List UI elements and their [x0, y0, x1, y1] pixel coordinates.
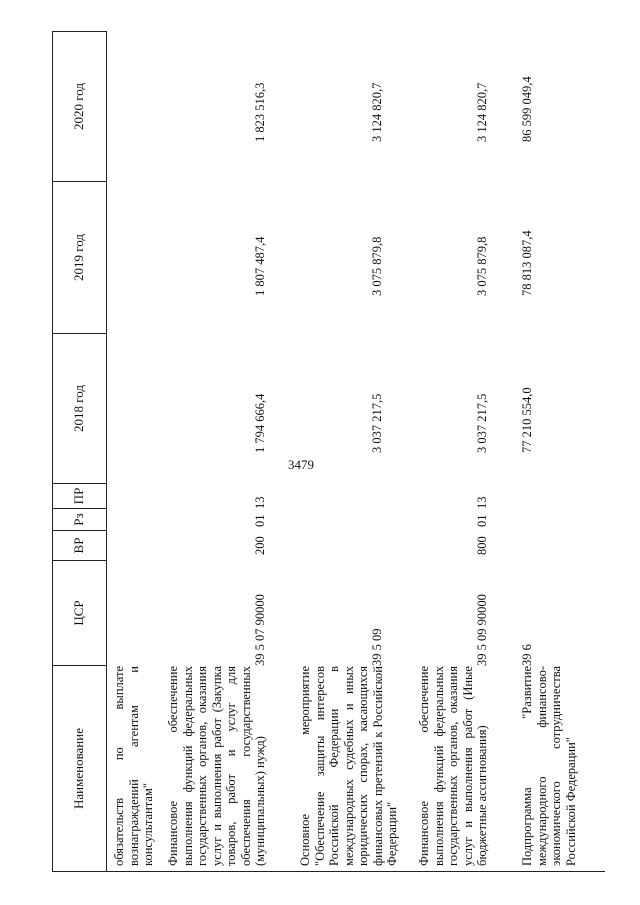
page-number: 3479 [288, 457, 314, 472]
row-value-2020: 3 124 820,7 [475, 82, 489, 142]
row-value-2019: 3 075 879,8 [475, 236, 489, 296]
header-csr: ЦСР [53, 560, 106, 665]
table-header [52, 31, 107, 872]
row-value-2018: 77 210 554,0 [520, 387, 534, 453]
header-vr: ВР [53, 530, 106, 560]
row-csr: 39 5 07 90000 [253, 594, 267, 666]
row-value-2018: 3 037 217,5 [475, 393, 489, 453]
row-rz: 01 [253, 514, 267, 527]
row-value-2019: 3 075 879,8 [370, 236, 384, 296]
table-left-border [107, 871, 605, 872]
header-pr: ПР [53, 483, 106, 508]
row-name: Подпрограмма "Развитие международного финансово-экономического сотрудничества Российской Федерации" [520, 666, 578, 866]
row-csr: 39 5 09 [370, 628, 384, 666]
row-vr: 800 [475, 536, 489, 555]
row-vr: 200 [253, 536, 267, 555]
row-name: Финансовое обеспечение выполнения функций федеральных государственных органов, оказания услуг и выполнения работ (Закупка товаров, работ и услуг для обеспечения государственных (муниципальных) нужд) [166, 666, 267, 866]
header-2018: 2018 год [53, 333, 106, 483]
row-value-2018: 3 037 217,5 [370, 393, 384, 453]
header-2020: 2020 год [71, 83, 87, 130]
header-rz: Рз [53, 508, 106, 530]
row-name: Финансовое обеспечение выполнения функций федеральных государственных органов, оказания услуг и выполнения работ (Иные бюджетные ассигнования) [417, 666, 489, 866]
row-rz: 01 [475, 514, 489, 527]
row-name: обязательств по выплате вознаграждений агентам и консультантам" [112, 666, 155, 866]
row-csr: 39 5 09 90000 [475, 594, 489, 666]
header-2019: 2019 год [53, 181, 106, 333]
row-csr: 39 6 [520, 644, 534, 666]
row-pr: 13 [253, 496, 267, 509]
row-value-2020: 3 124 820,7 [370, 82, 384, 142]
row-value-2019: 78 813 087,4 [520, 230, 534, 296]
budget-table [52, 31, 605, 872]
row-name: Основное мероприятие "Обеспечение защиты интересов Российской Федерации в международных судебных и иных юридических спорах, касающихся финансовых претензий к Российской Федерации" [298, 666, 399, 866]
row-value-2018: 1 794 666,4 [253, 393, 267, 453]
row-value-2019: 1 807 487,4 [253, 236, 267, 296]
row-value-2020: 1 823 516,3 [253, 82, 267, 142]
row-pr: 13 [475, 496, 489, 509]
header-name: Наименование [53, 665, 106, 871]
row-value-2020: 86 599 049,4 [520, 76, 534, 142]
